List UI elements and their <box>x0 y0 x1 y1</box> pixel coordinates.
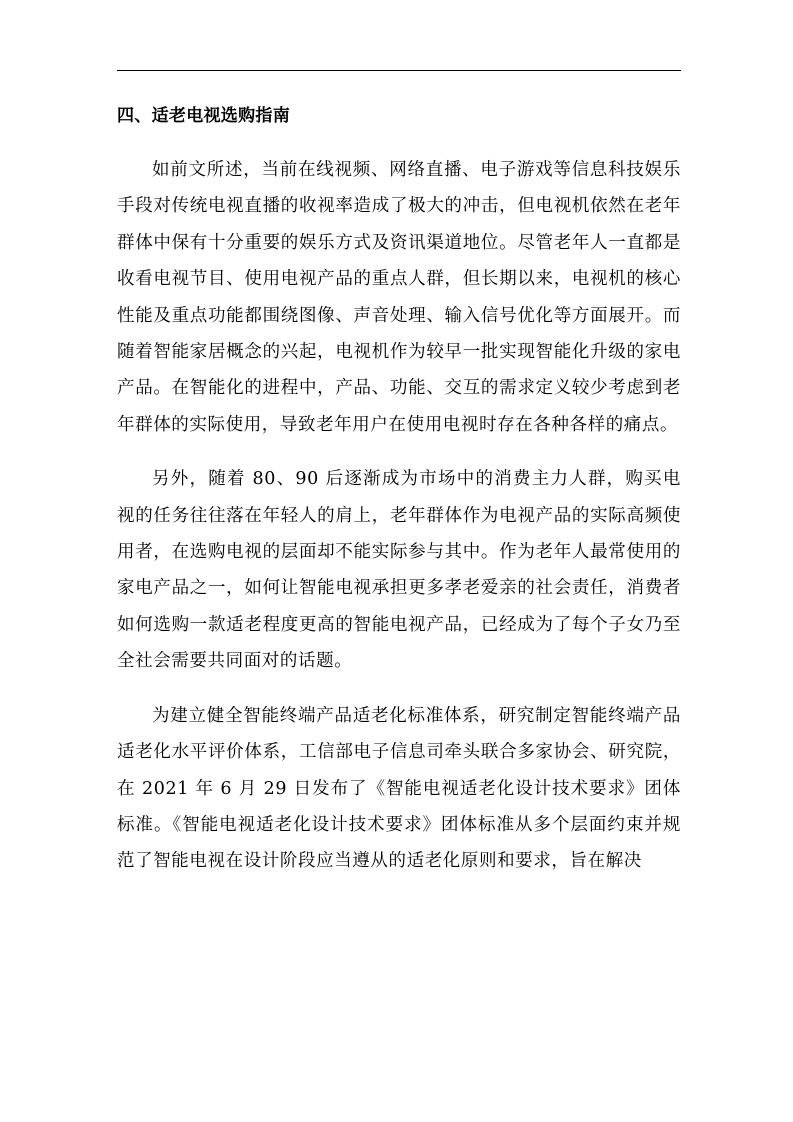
paragraph-3: 为建立健全智能终端产品适老化标准体系，研究制定智能终端产品适老化水平评价体系，工信部电子信息司牵头联合多家协会、研究院，在 2021 年 6 月 29 日发布了《智能电视适老化设计技术要求》团体标准。《智能电视适老化设计技术要求》团体标准从多个层面约束并规范了智能电视在设计阶段应当遵从的适老化原则和要求，旨在解决 <box>117 705 681 872</box>
header-rule <box>117 70 681 71</box>
page-content <box>117 98 681 880</box>
paragraph-2: 另外，随着 80、90 后逐渐成为市场中的消费主力人群，购买电视的任务往往落在年轻人的肩上，老年群体作为电视产品的实际高频使用者，在选购电视的层面却不能实际参与其中。作为老年人最常使用的家电产品之一，如何让智能电视承担更多孝老爱亲的社会责任，消费者如何选购一款适老程度更高的智能电视产品，已经成为了每个子女乃至全社会需要共同面对的话题。 <box>117 469 681 672</box>
paragraph-1: 如前文所述，当前在线视频、网络直播、电子游戏等信息科技娱乐手段对传统电视直播的收视率造成了极大的冲击，但电视机依然在老年群体中保有十分重要的娱乐方式及资讯渠道地位。尽管老年人一直都是收看电视节目、使用电视产品的重点人群，但长期以来，电视机的核心性能及重点功能都围绕图像、声音处理、输入信号优化等方面展开。而随着智能家居概念的兴起，电视机作为较早一批实现智能化升级的家电产品。在智能化的进程中，产品、功能、交互的需求定义较少考虑到老年群体的实际使用，导致老年用户在使用电视时存在各种各样的痛点。 <box>117 160 681 435</box>
section-heading: 四、适老电视选购指南 <box>117 106 290 126</box>
